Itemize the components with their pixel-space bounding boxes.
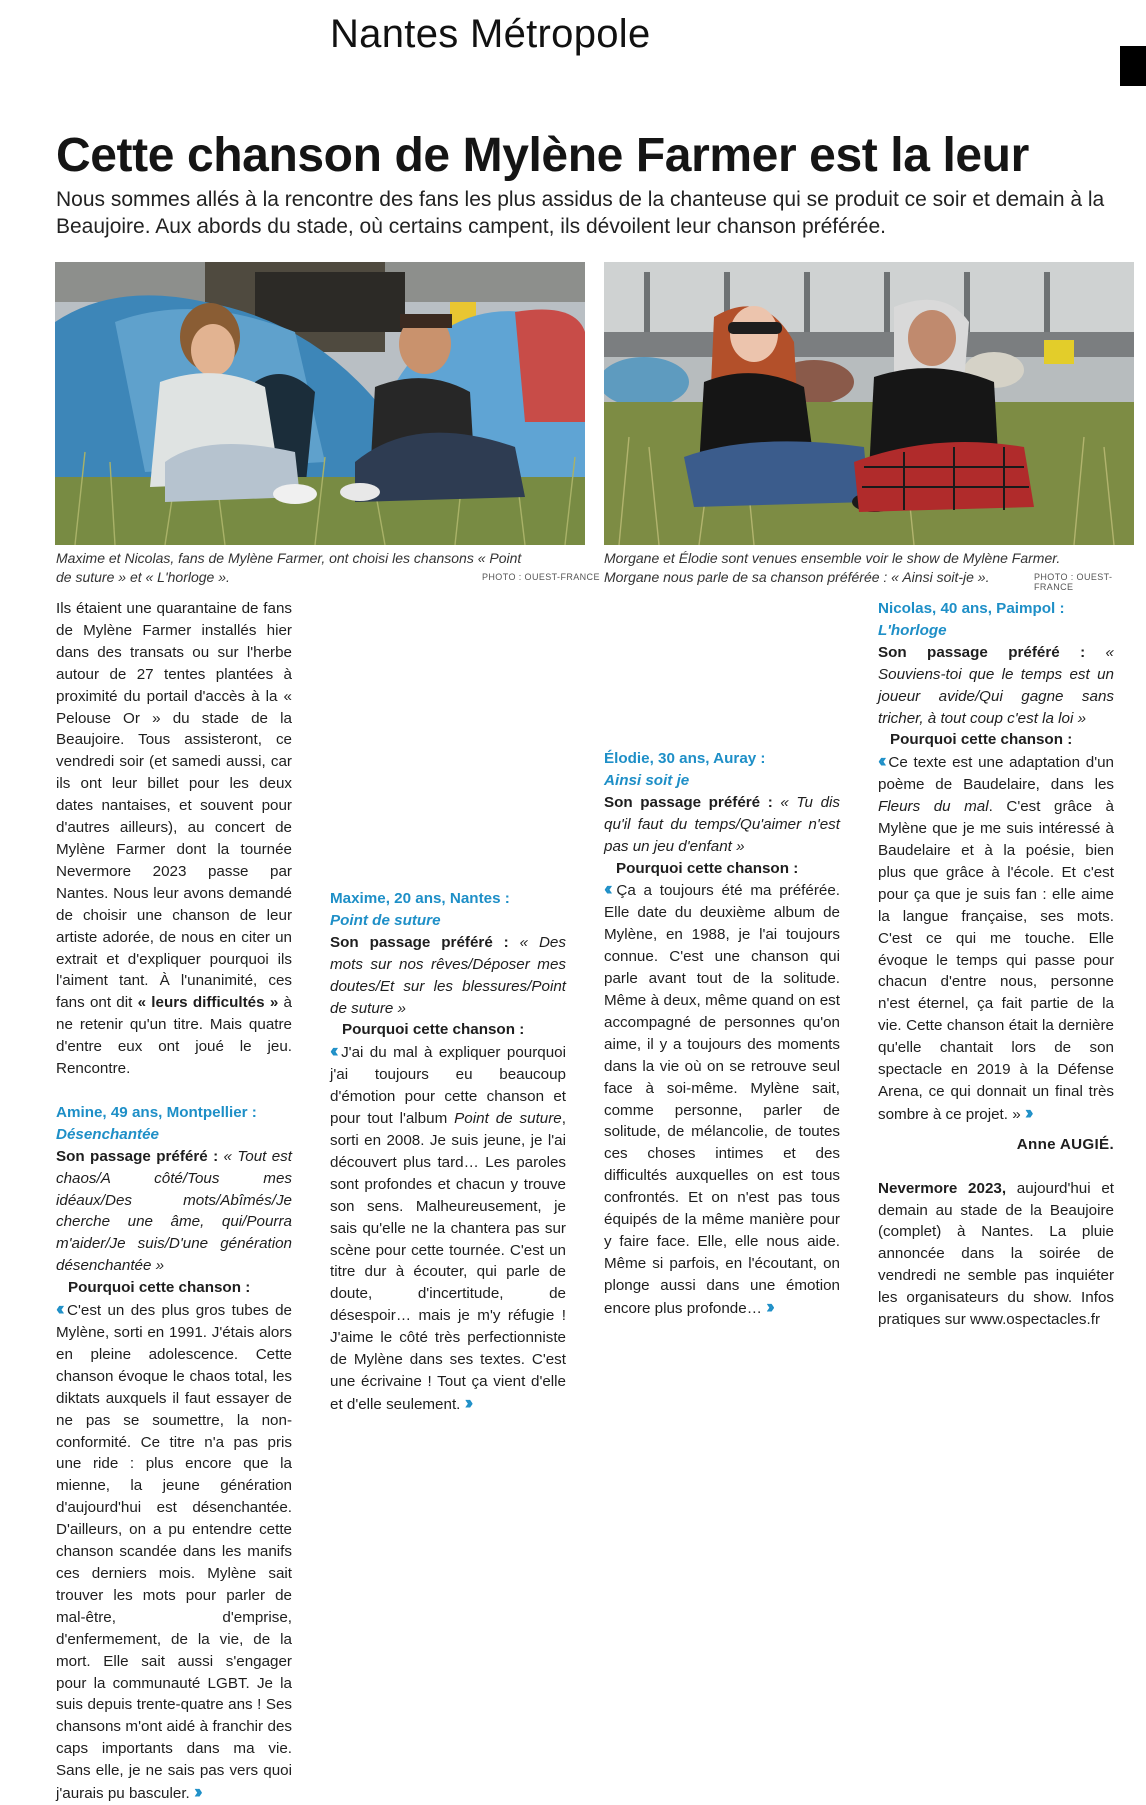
photo-credit-left: PHOTO : OUEST-FRANCE bbox=[482, 572, 600, 582]
fan-name-maxime: Maxime, 20 ans, Nantes : bbox=[330, 890, 510, 907]
song-title-ainsi-soit-je: Ainsi soit je bbox=[604, 771, 690, 789]
article-column-4 bbox=[878, 598, 1114, 1331]
article-column-1 bbox=[56, 598, 292, 1805]
why-label-nicolas: Pourquoi cette chanson : bbox=[890, 731, 1073, 749]
answer-nicolas: ‹‹ Ce texte est une adaptation d'un poème de Baudelaire, dans les Fleurs du mal. C'est grâce à Mylène que je me suis intéressé à Baudelaire et à la poésie, bien plus que grâce à l'école. Et c'est pour ça que je suis fan : elle aime la langue française, ses mots. C'est ce qui me touche. Elle évoque le temps qui passe pour chacun d'entre nous, personne n'est éternel, ça fait partie de la vie. Cette chanson était la dernière qu'elle chantait lors de son spectacle en 2019 à la Défense Arena, ce qui donnait un final très sombre à ce projet. » ›› bbox=[878, 751, 1114, 1124]
fan-name-nicolas: Nicolas, 40 ans, Paimpol : bbox=[878, 600, 1065, 617]
fan-name-elodie: Élodie, 30 ans, Auray : bbox=[604, 750, 766, 767]
answer-maxime: ‹‹ J'ai du mal à expliquer pourquoi j'ai toujours eu beaucoup d'émotion pour cette chanson et pour tout l'album Point de suture, sorti en 2008. Je suis jeune, je l'ai découvert plus tard… Les paroles sont profondes et chacun y trouve son sens. Malheureusement, je sais qu'elle ne la chantera pas sur scène pour cette tournée. C'est un titre dur à écouter, qui parle de doute, d'incertitude, de désespoir… mais je m'y réfugie ! J'aime le côté très perfectionniste de Mylène dans ses textes. C'est une écrivaine ! Tout ça vient d'elle et d'elle seulement. ›› bbox=[330, 1041, 566, 1414]
standfirst: Nous sommes allés à la rencontre des fans les plus assidus de la chanteuse qui se produit ce soir et demain à la Beaujoire. Aux abords du stade, où certains campent, ils dévoilent leur chanson préférée. bbox=[56, 188, 1105, 238]
passage-amine: Son passage préféré : « Tout est chaos/A côté/Tous mes idéaux/Des mots/Abîmés/Je cherche une âme, qui/Pourra m'aider/Je suis/D'une génération désenchantée » bbox=[56, 1147, 292, 1275]
close-quote-icon: ›› bbox=[194, 1782, 199, 1804]
headline: Cette chanson de Mylène Farmer est la leur bbox=[56, 129, 1029, 182]
open-quote-icon: ‹‹ bbox=[604, 879, 609, 901]
song-title-point-de-suture: Point de suture bbox=[330, 911, 441, 929]
photo-credit-right: PHOTO : OUEST-FRANCE bbox=[1034, 572, 1113, 592]
close-quote-icon: ›› bbox=[464, 1392, 470, 1414]
intro-paragraph: Ils étaient une quarantaine de fans de Mylène Farmer installés hier dans des transats ou sur l'herbe autour de 27 tentes plantées à proximité du portail d'accès à la « Pelouse Or » du stade de la Beaujoire. Tous assisteront, ce vendredi soir (et samedi aussi, car ils ont leur billet pour les deux dates nantaises, et souvent pour d'autres ailleurs), au concert de Mylène Farmer dont la tournée Nevermore 2023 passe par Nantes. Nous leur avons demandé de choisir une chanson de leur artiste adorée, de nous en citer un extrait et d'expliquer pourquoi ils l'aiment tant. À l'unanimité, ces fans ont dit « leurs difficultés » à ne retenir qu'un titre. Mais quatre d'entre eux ont joué le jeu. Rencontre. bbox=[56, 600, 292, 1078]
why-label-maxime: Pourquoi cette chanson : bbox=[342, 1021, 525, 1039]
section-title: Nantes Métropole bbox=[330, 12, 651, 56]
answer-amine: ‹‹ C'est un des plus gros tubes de Mylène, sorti en 1991. J'étais alors en pleine adolescence. Cette chanson évoque le chaos total, les diktats auxquels il faut essayer de ne pas se soumettre, la non-conformité. Ce titre n'a pas pris une ride : plus encore que la mienne, la jeune génération d'aujourd'hui est désenchantée. D'ailleurs, on a pu entendre cette chanson scandée dans les manifs ces derniers mois. Mylène sait trouver les mots pour parler de mal-être, d'emprise, d'enfermement, de la vie, de la mort. Elle sait aussi s'engager pour la communauté LGBT. Je la suis depuis trente-quatre ans ! Ses chansons m'ont aidé à franchir des caps importants dans ma vie. Sans elle, je ne sais pas vers quoi j'aurais pu basculer. ›› bbox=[56, 1299, 292, 1804]
open-quote-icon: ‹‹ bbox=[878, 751, 883, 773]
answer-elodie: ‹‹ Ça a toujours été ma préférée. Elle date du deuxième album de Mylène, en 1988, je l'ai toujours connue. C'est une chanson qui parle avant tout de la solitude. Même à deux, même quand on est accompagné de personnes qu'on aime, il y a toujours des moments dans la vie où on se retrouve seul face à soi-même. Mylène sait, comme personne, parler de solitude, de mélancolie, de toutes ces choses intimes et des difficultés auxquelles on est tous confrontés. Et on n'est pas tous équipés de la même manière pour y faire face. Elle, elle nous aide. Même si parfois, en l'écoutant, on plonge aussi dans une émotion encore plus profonde… ›› bbox=[604, 879, 840, 1318]
photo-maxime-nicolas bbox=[55, 262, 585, 545]
fan-name-amine: Amine, 49 ans, Montpellier : bbox=[56, 1103, 257, 1121]
article-column-2 bbox=[330, 598, 566, 1416]
author-signature: Anne AUGIÉ. bbox=[1016, 1135, 1114, 1153]
photo-morgane-elodie bbox=[604, 262, 1134, 545]
close-quote-icon: ›› bbox=[766, 1296, 771, 1318]
song-title-lhorloge: L'horloge bbox=[878, 621, 947, 639]
passage-elodie: Son passage préféré : « Tu dis qu'il faut du temps/Qu'aimer n'est pas un jeu d'enfant » bbox=[604, 793, 840, 855]
infobox-nevermore: Nevermore 2023, aujourd'hui et demain au stade de la Beaujoire (complet) à Nantes. La pluie annoncée dans la soirée de vendredi ne semble pas inquiéter les organisateurs du show. Infos pratiques sur www.ospectacles.fr bbox=[878, 1179, 1114, 1329]
why-label-elodie: Pourquoi cette chanson : bbox=[616, 859, 799, 877]
open-quote-icon: ‹‹ bbox=[330, 1041, 335, 1063]
photo-caption-right: Morgane et Élodie sont venues ensemble voir le show de Mylène Farmer. Morgane nous parle de sa chanson préférée : « Ainsi soit-je ». bbox=[604, 550, 1061, 585]
section-marker bbox=[1120, 46, 1146, 86]
photo-caption-left: Maxime et Nicolas, fans de Mylène Farmer, ont choisi les chansons « Point de suture » et « L'horloge ». bbox=[56, 550, 522, 585]
song-title-desenchantee: Désenchantée bbox=[56, 1125, 159, 1143]
passage-nicolas: Son passage préféré : « Souviens-toi que le temps est un joueur avide/Qui gagne sans tricher, à tout coup c'est la loi » bbox=[878, 643, 1114, 727]
intro-highlight: « leurs difficultés » bbox=[137, 994, 279, 1012]
article-column-3 bbox=[604, 598, 840, 1320]
close-quote-icon: ›› bbox=[1024, 1102, 1030, 1124]
open-quote-icon: ‹‹ bbox=[56, 1299, 61, 1321]
passage-maxime: Son passage préféré : « Des mots sur nos rêves/Déposer mes doutes/Et sur les blessures/Point de suture » bbox=[330, 933, 566, 1017]
why-label-amine: Pourquoi cette chanson : bbox=[68, 1279, 251, 1297]
